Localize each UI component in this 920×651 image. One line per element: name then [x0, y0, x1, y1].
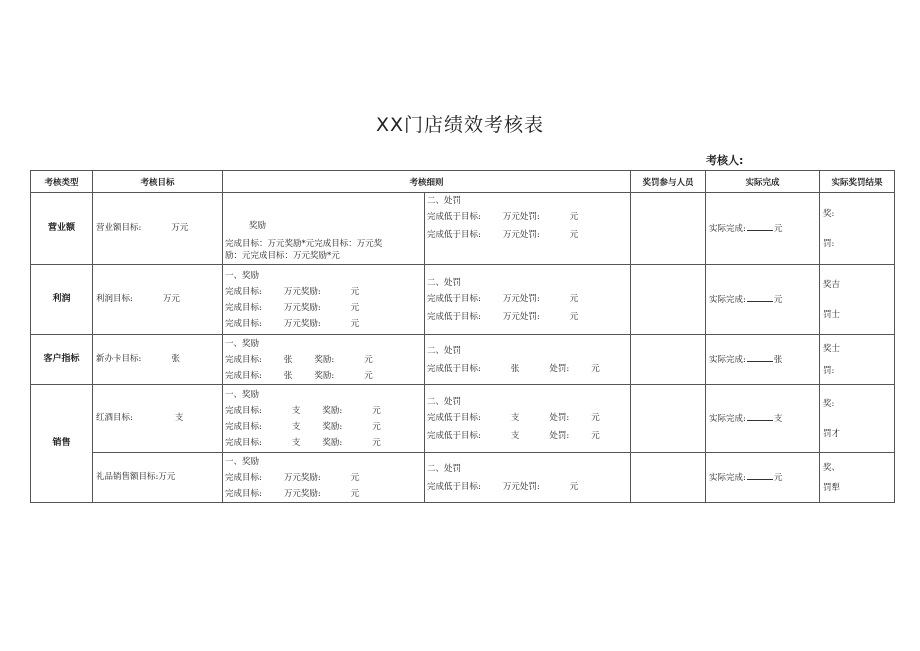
type-cell: 销售: [31, 385, 93, 503]
assessment-table: [30, 170, 895, 503]
reward-cell: 一、奖励 完成目标: 张 奖励: 元 完成目标: 张 奖励: 元: [223, 335, 425, 385]
target-cell: 新办卡目标: 张: [93, 335, 223, 385]
penalty-cell: 二、处罚 完成低于目标: 支 处罚: 元 完成低于目标: 支 处罚: 元: [425, 385, 631, 453]
actual-cell: 实际完成: 元: [706, 453, 820, 503]
target-cell: 利润目标: 万元: [93, 265, 223, 335]
header-participants: 奖罚参与人员: [631, 171, 706, 193]
reward-cell: 一、奖励 完成目标: 支 奖励: 元 完成目标: 支 奖励: 元 完成目标: 支 奖励: 元: [223, 385, 425, 453]
target-cell: 红酒目标: 支: [93, 385, 223, 453]
result-cell: 奖士 罚:: [820, 335, 895, 385]
fill-blank[interactable]: [747, 221, 773, 231]
reward-cell: 一、奖励 完成目标: 万元奖励: 元 完成目标: 万元奖励: 元 完成目标: 万元奖励: 元: [223, 265, 425, 335]
type-cell: 营业额: [31, 193, 93, 265]
reward-cell: 一、奖励 完成目标: 万元奖励: 元 完成目标: 万元奖励: 元: [223, 453, 425, 503]
type-cell: 客户指标: [31, 335, 93, 385]
reward-cell: 奖励 完成目标：万元奖励*元完成目标：万元奖 励：元完成目标：万元奖励*元: [223, 193, 425, 265]
header-type: 考核类型: [31, 171, 93, 193]
target-cell: 礼品销售额目标:万元: [93, 453, 223, 503]
fill-blank[interactable]: [747, 352, 773, 362]
table-row: [31, 335, 895, 385]
actual-cell: 实际完成: 张: [706, 335, 820, 385]
table-row: [31, 385, 895, 453]
fill-blank[interactable]: [747, 411, 773, 421]
penalty-cell: 二、处罚 完成低于目标: 万元处罚: 元: [425, 453, 631, 503]
header-rules: 考核细则: [223, 171, 631, 193]
fill-blank[interactable]: [747, 470, 773, 480]
participants-cell: [631, 453, 706, 503]
actual-cell: 实际完成: 支: [706, 385, 820, 453]
result-cell: 奖: 罚:: [820, 193, 895, 265]
penalty-cell: 二、处罚 完成低于目标: 张 处罚: 元: [425, 335, 631, 385]
assessor-label: 考核人:: [706, 154, 744, 167]
target-cell: 营业额目标: 万元: [93, 193, 223, 265]
penalty-cell: 二、处罚 完成低于目标: 万元处罚: 元 完成低于目标: 万元处罚: 元: [425, 265, 631, 335]
table-row: [31, 453, 895, 503]
header-actual: 实际完成: [706, 171, 820, 193]
type-cell: 利润: [31, 265, 93, 335]
penalty-cell: 二、处罚 完成低于目标: 万元处罚: 元 完成低于目标: 万元处罚: 元: [425, 193, 631, 265]
fill-blank[interactable]: [747, 292, 773, 302]
header-target: 考核目标: [93, 171, 223, 193]
actual-cell: 实际完成: 元: [706, 193, 820, 265]
participants-cell: [631, 265, 706, 335]
table-header-row: [31, 171, 895, 193]
result-cell: 奖吉 罚士: [820, 265, 895, 335]
header-result: 实际奖罚结果: [820, 171, 895, 193]
result-cell: 奖: 罚才: [820, 385, 895, 453]
result-cell: 奖、 罚犁: [820, 453, 895, 503]
participants-cell: [631, 193, 706, 265]
table-row: [31, 265, 895, 335]
participants-cell: [631, 335, 706, 385]
actual-cell: 实际完成: 元: [706, 265, 820, 335]
participants-cell: [631, 385, 706, 453]
page-title: XX门店绩效考核表: [375, 114, 545, 136]
table-row: [31, 193, 895, 265]
